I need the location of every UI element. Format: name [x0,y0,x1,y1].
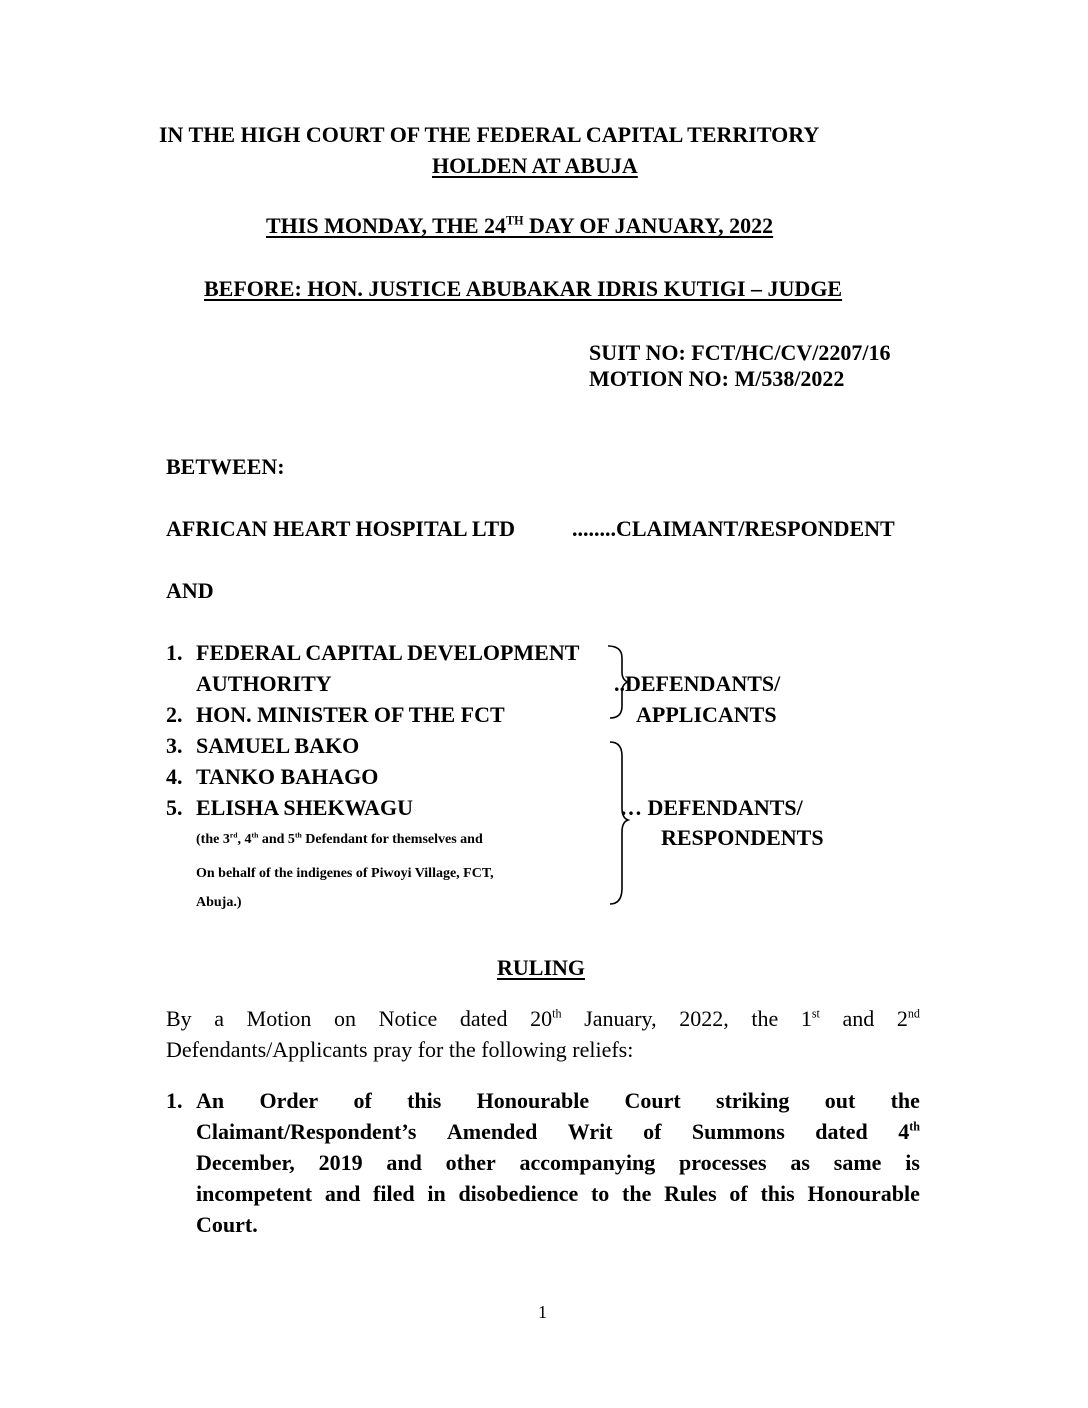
relief-word: Honourable [476,1088,590,1113]
note-text: and 5 [258,832,295,847]
intro-word: 2022, [679,1006,729,1031]
relief-word: other [445,1150,496,1175]
intro-word: dated [459,1006,508,1031]
relief-word: Writ [567,1119,613,1144]
relief-num: 4 [898,1119,910,1144]
relief-word: Amended [446,1119,538,1144]
relief-line-3 [196,1150,920,1176]
relief-word: December, [196,1150,295,1175]
defendant-name-3: SAMUEL BAKO [196,733,360,758]
intro-word: and [842,1006,875,1031]
intro-line-1 [166,1006,920,1032]
relief-word: Order [259,1088,319,1113]
relief-number: 1. [166,1088,183,1113]
relief-line-2 [196,1119,920,1145]
before-line: BEFORE: HON. JUSTICE ABUBAKAR IDRIS KUTIGI – JUDGE [204,276,843,301]
applicants-role-1: ..DEFENDANTS/ [614,671,781,696]
relief-word: the [622,1181,652,1206]
relief-word: Rules [664,1181,717,1206]
relief-word: and [324,1181,361,1206]
applicants-role-2: APPLICANTS [636,702,777,727]
intro-word: January, [584,1006,657,1031]
relief-word: of [353,1088,372,1113]
defendant-num-3: 3. [166,733,183,758]
relief-word: of [643,1119,662,1144]
intro-word: on [334,1006,357,1031]
note-text: (the 3 [196,832,230,847]
note-line-3: Abuja.) [196,895,242,910]
relief-word: Court [624,1088,681,1113]
note-sup: th [294,830,302,840]
relief-word: processes [679,1150,767,1175]
intro-word: By [166,1006,192,1031]
note-text: Defendant for themselves and [301,832,483,847]
relief-word: filed [373,1181,415,1206]
relief-sup: th [909,1119,920,1134]
relief-word: the [890,1088,920,1113]
relief-word: out [824,1088,856,1113]
relief-word: is [905,1150,920,1175]
intro-num: 2 [896,1006,908,1031]
relief-word: Summons [691,1119,785,1144]
between-label: BETWEEN: [166,454,285,479]
intro-line-2: Defendants/Applicants pray for the following reliefs: [166,1037,634,1062]
intro-word: a [214,1006,225,1031]
relief-word: and [386,1150,422,1175]
date-line [266,213,773,239]
relief-word: Claimant/Respondent’s [196,1119,417,1144]
intro-sup: st [811,1006,820,1021]
relief-word: to [590,1181,610,1206]
note-line-1 [196,832,483,848]
defendant-name-1-cont: AUTHORITY [196,671,332,696]
note-sup: rd [229,830,238,840]
relief-word: accompanying [519,1150,656,1175]
relief-line-1 [196,1088,920,1114]
relief-word: this [760,1181,795,1206]
intro-word: the [751,1006,779,1031]
defendant-name-4: TANKO BAHAGO [196,764,379,789]
intro-sup: nd [907,1006,920,1021]
relief-word: striking [716,1088,790,1113]
intro-word: Motion [246,1006,312,1031]
relief-word: 2019 [318,1150,363,1175]
ruling-heading: RULING [497,955,586,980]
court-title: IN THE HIGH COURT OF THE FEDERAL CAPITAL TERRITORY [159,122,820,147]
defendant-num-1: 1. [166,640,183,665]
note-sup: th [251,830,259,840]
suit-number: SUIT NO: FCT/HC/CV/2207/16 [589,340,891,365]
relief-word: in [427,1181,446,1206]
date-prefix: THIS MONDAY, THE 24 [266,213,507,238]
defendant-num-5: 5. [166,795,183,820]
intro-word [897,1006,920,1032]
respondents-role-2: RESPONDENTS [661,825,824,850]
intro-sup: th [552,1006,562,1021]
relief-word: Honourable [807,1181,920,1206]
relief-word: incompetent [196,1181,313,1206]
relief-word: of [729,1181,748,1206]
defendant-num-4: 4. [166,764,183,789]
relief-line-5: Court. [196,1212,258,1237]
holden-line: HOLDEN AT ABUJA [432,153,638,178]
relief-line-4 [196,1181,920,1207]
intro-word [801,1006,820,1032]
relief-word: same [833,1150,882,1175]
relief-word: disobedience [458,1181,579,1206]
note-line-2: On behalf of the indigenes of Piwoyi Village, FCT, [196,866,494,881]
defendant-num-2: 2. [166,702,183,727]
relief-word: as [790,1150,810,1175]
relief-word: An [196,1088,225,1113]
intro-num: 20 [530,1006,553,1031]
claimant-role: ........CLAIMANT/RESPONDENT [572,516,895,541]
defendant-name-5: ELISHA SHEKWAGU [196,795,414,820]
defendant-name-2: HON. MINISTER OF THE FCT [196,702,505,727]
date-suffix: DAY OF JANUARY, 2022 [523,213,774,238]
relief-word [898,1119,920,1145]
intro-word [530,1006,561,1032]
intro-num: 1 [800,1006,812,1031]
page-number: 1 [538,1302,547,1322]
motion-number: MOTION NO: M/538/2022 [589,366,845,391]
note-text: , 4 [237,832,252,847]
defendant-name-1: FEDERAL CAPITAL DEVELOPMENT [196,640,580,665]
relief-word: dated [815,1119,868,1144]
and-label: AND [166,578,214,603]
relief-word: this [407,1088,442,1113]
intro-word: Notice [378,1006,438,1031]
respondents-role-1: … DEFENDANTS/ [620,795,803,820]
claimant-name: AFRICAN HEART HOSPITAL LTD [166,516,516,541]
date-sup: TH [506,213,524,228]
respondents-brace [608,740,632,906]
